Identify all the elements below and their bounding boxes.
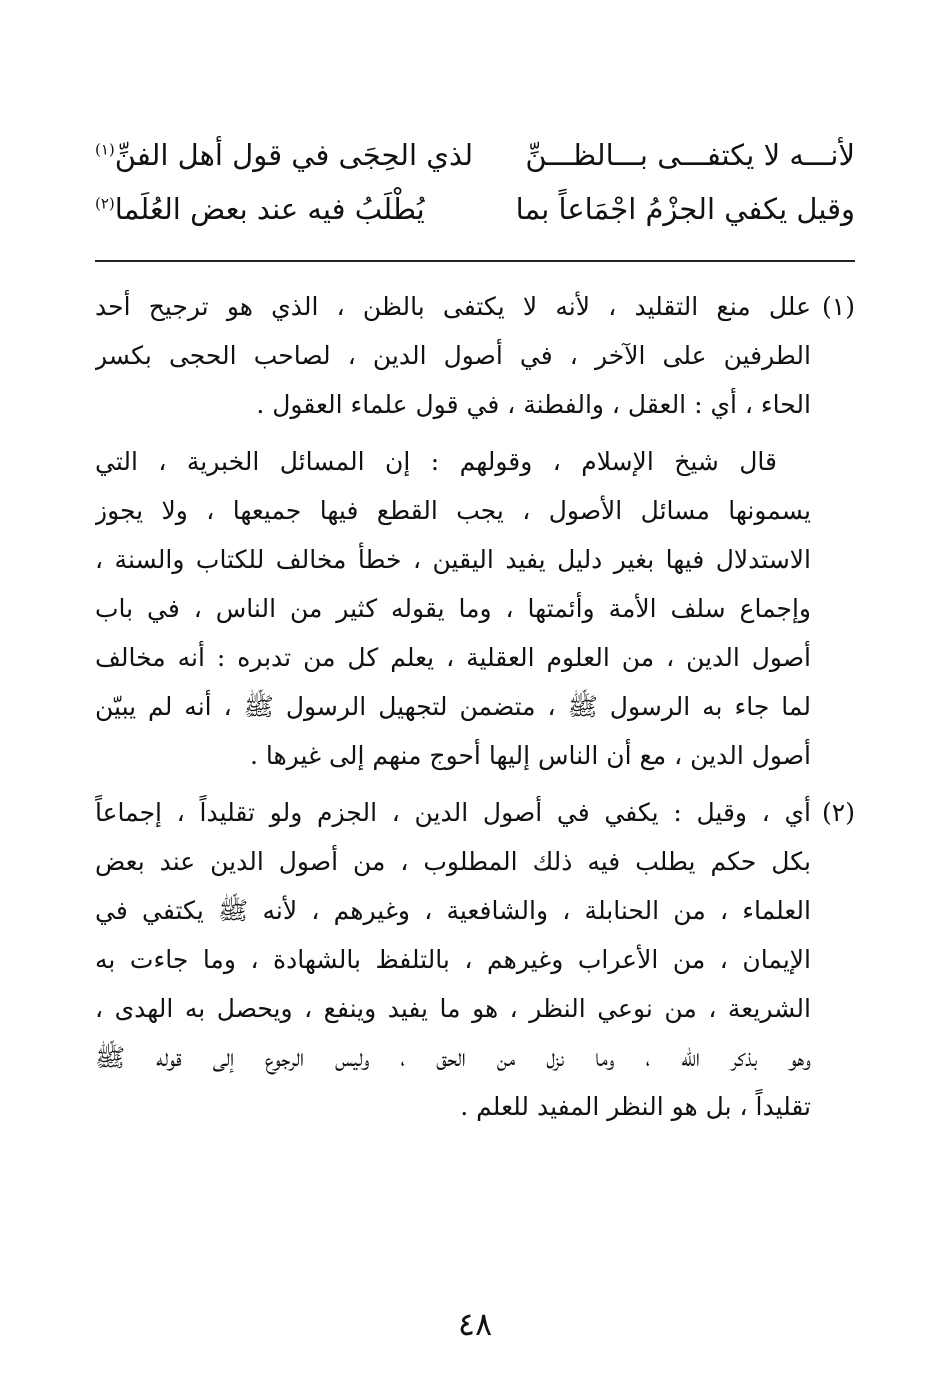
verse-line: [95, 128, 855, 182]
text-line: علل منع التقليد ، لأنه لا يكتفى بالظن ، الذي هو ترجيح أحد: [95, 292, 811, 321]
verse-line: [95, 182, 855, 236]
text-line: وإجماع سلف الأمة وأئمتها ، وما يقوله كثير من الناس ، في باب: [95, 594, 811, 623]
footnote-number: (١): [822, 292, 855, 321]
verse-block: [95, 128, 855, 236]
footnote-ref[interactable]: (١): [95, 140, 115, 159]
footnote-separator: [95, 260, 855, 262]
text-line: الإيمان ، من الأعراب وغيرهم ، بالتلفظ بالشهادة ، وما جاءت به: [95, 945, 811, 974]
text-line: وهو بذكر الله ، وما نزل من الحق ، وليس الرجوع إلى قوله ﷺ: [95, 1043, 811, 1072]
text-line: الطرفين على الآخر ، في أصول الدين ، لصاحب الحجى بكسر: [95, 341, 811, 370]
text-line: يسمونها مسائل الأصول ، يجب القطع فيها جميعها ، ولا يجوز: [95, 496, 811, 525]
verse-hemistich-right: وقيل يكفي الجزْمُ اجْمَاعاً بما: [515, 192, 855, 226]
verse-hemistich-right: لأنـــه لا يكتفـــى بـــالظـــنِّ: [525, 138, 855, 172]
text-line: الشريعة ، من نوعي النظر ، هو ما يفيد وينفع ، ويحصل به الهدى ،: [95, 994, 811, 1023]
text-line: لما جاء به الرسول ﷺ ، متضمن لتجهيل الرسول ﷺ ، أنه لم يبيّن: [95, 692, 811, 721]
text-line: أي ، وقيل : يكفي في أصول الدين ، الجزم ولو تقليداً ، إجماعاً: [95, 798, 811, 827]
text-line: الحاء ، أي : العقل ، والفطنة ، في قول علماء العقول .: [256, 390, 811, 419]
text-line: أصول الدين ، مع أن الناس إليها أحوج منهم إلى غيرها .: [249, 741, 811, 770]
text-line: أصول الدين ، من العلوم العقلية ، يعلم كل من تدبره : أنه مخالف: [95, 643, 811, 672]
verse-hemistich-left: لذي الحِجَى في قول أهل الفنِّ$^{(١)}$: [95, 138, 474, 172]
text-line: الاستدلال فيها بغير دليل يفيد اليقين ، خطأ مخالف للكتاب والسنة ،: [95, 545, 811, 574]
footnotes: [95, 282, 855, 1139]
page-number: ٤٨: [457, 1305, 493, 1343]
footnote-number: (٢): [822, 798, 855, 827]
verse-hemistich-left: يُطْلَبُ فيه عند بعض العُلَما$^{(٢)}$: [95, 192, 425, 226]
text-line: تقليداً ، بل هو النظر المفيد للعلم .: [460, 1092, 811, 1121]
footnote-body: [95, 282, 811, 780]
text-line: قال شيخ الإسلام ، وقولهم : إن المسائل الخبرية ، التي: [95, 447, 777, 476]
footnote-ref[interactable]: (٢): [95, 194, 115, 213]
footnote-body: [95, 788, 811, 1131]
footnote: [95, 282, 855, 780]
text-line: العلماء ، من الحنابلة ، والشافعية ، وغيرهم ، لأنه ﷺ يكتفي في: [95, 896, 811, 925]
text-line: بكل حكم يطلب فيه ذلك المطلوب ، من أصول الدين عند بعض: [95, 847, 811, 876]
footnote: [95, 788, 855, 1131]
